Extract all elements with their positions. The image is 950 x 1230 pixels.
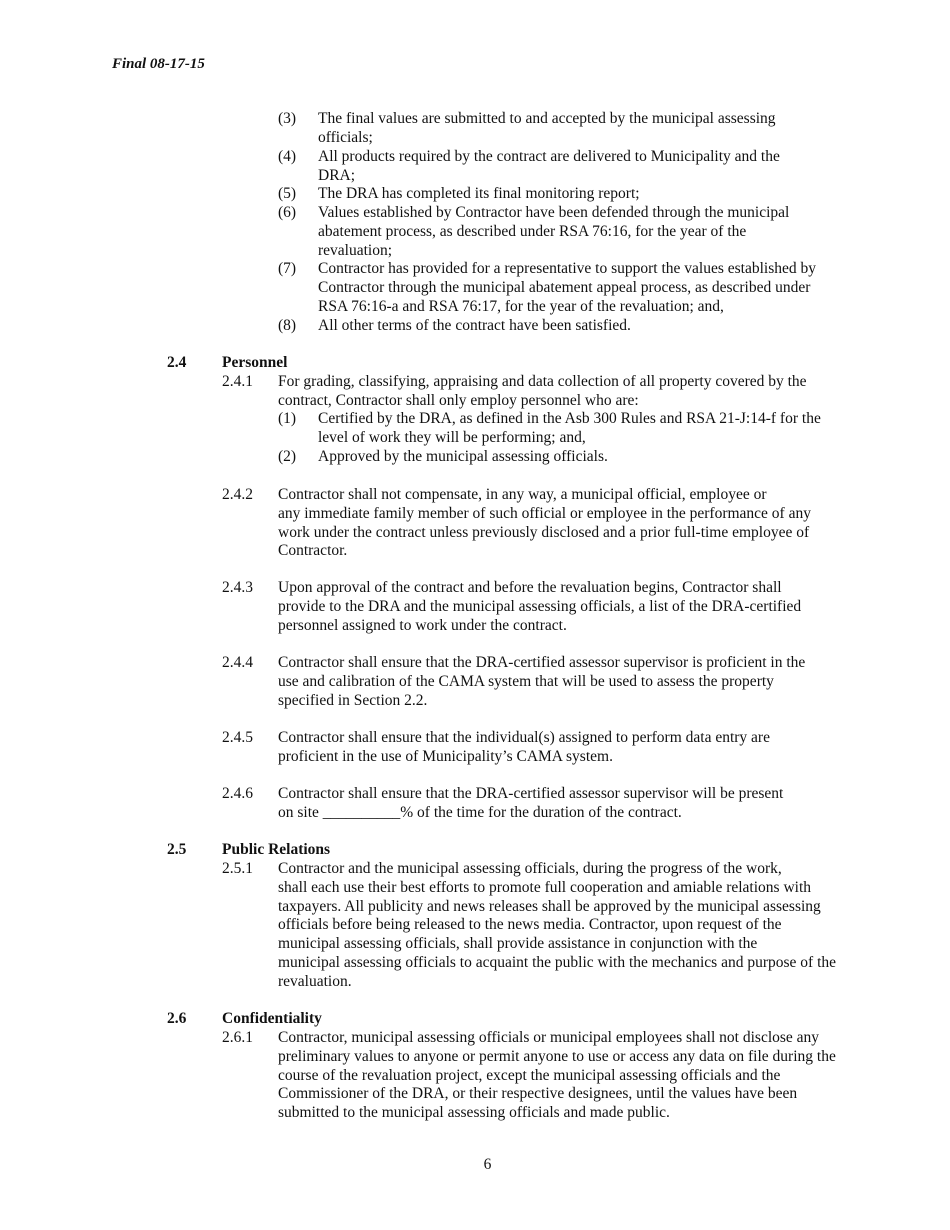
section-number: 2.5 <box>167 841 187 858</box>
subsection-number: 2.4.3 <box>222 579 253 596</box>
subsection-number: 2.6.1 <box>222 1029 253 1046</box>
list-item-number: (4) <box>278 148 297 165</box>
list-item-text: All other terms of the contract have been satisfied. <box>318 317 631 334</box>
list-item-number: (3) <box>278 110 297 127</box>
section-number: 2.6 <box>167 1010 187 1027</box>
section-title: Public Relations <box>222 841 331 858</box>
section-title: Personnel <box>222 354 288 371</box>
list-item-text: Contractor has provided for a representative to support the values established by Contractor through the municipal abatement appeal process, as described under RSA 76:16-a and RSA 76:17, for the year of the revaluation; and, <box>318 260 817 315</box>
list-item-number: (8) <box>278 317 297 334</box>
subsection-text: For grading, classifying, appraising and data collection of all property covered by the contract, Contractor shall only employ personnel who are: <box>278 373 807 409</box>
subsection-number: 2.4.5 <box>222 729 253 746</box>
list-item-number: (1) <box>278 410 297 427</box>
subsection-text: Contractor shall not compensate, in any way, a municipal official, employee or any immediate family member of such official or employee in the performance of any work under the contract unless previously disclosed and a prior full-time employee of Contractor. <box>278 486 811 560</box>
list-item-text: The final values are submitted to and accepted by the municipal assessing officials; <box>318 110 776 146</box>
list-item-text: Approved by the municipal assessing officials. <box>318 448 608 465</box>
page-number: 6 <box>483 1156 492 1173</box>
list-item-text: All products required by the contract are delivered to Municipality and the DRA; <box>318 148 780 184</box>
subsection-text: Contractor, municipal assessing officials or municipal employees shall not disclose any preliminary values to anyone or permit anyone to use or access any data on file during the course of the revaluation project, except the municipal assessing officials and the Commissioner of the DRA, or their respective designees, until the values have been submitted to the municipal assessing officials and made public. <box>278 1029 836 1122</box>
list-item-text: The DRA has completed its final monitoring report; <box>318 185 640 202</box>
section-title: Confidentiality <box>222 1010 322 1027</box>
list-item-text: Certified by the DRA, as defined in the Asb 300 Rules and RSA 21-J:14-f for the level of work they will be performing; and, <box>318 410 821 446</box>
subsection-number: 2.5.1 <box>222 860 253 877</box>
list-item-number: (6) <box>278 204 297 221</box>
subsection-number: 2.4.1 <box>222 373 253 390</box>
subsection-text: Contractor and the municipal assessing officials, during the progress of the work, shall each use their best efforts to promote full cooperation and amiable relations with taxpayers. All publicity and news releases shall be approved by the municipal assessing officials before being released to the news media. Contractor, upon request of the municipal assessing officials, shall provide assistance in conjunction with the municipal assessing officials to acquaint the public with the mechanics and purpose of the revaluation. <box>278 860 836 990</box>
list-item-number: (7) <box>278 260 297 277</box>
section-number: 2.4 <box>167 354 187 371</box>
subsection-text: Contractor shall ensure that the DRA-certified assessor supervisor is proficient in the use and calibration of the CAMA system that will be used to assess the property specified in Section 2.2. <box>278 654 806 709</box>
subsection-number: 2.4.6 <box>222 785 253 802</box>
list-item-number: (2) <box>278 448 297 465</box>
subsection-number: 2.4.2 <box>222 486 253 503</box>
list-item-text: Values established by Contractor have been defended through the municipal abatement process, as described under RSA 76:16, for the year of the revaluation; <box>318 204 790 259</box>
subsection-text: Contractor shall ensure that the individual(s) assigned to perform data entry are proficient in the use of Municipality’s CAMA system. <box>278 729 770 765</box>
subsection-text: Upon approval of the contract and before the revaluation begins, Contractor shall provide to the DRA and the municipal assessing officials, a list of the DRA-certified personnel assigned to work under the contract. <box>278 579 802 634</box>
subsection-text: Contractor shall ensure that the DRA-certified assessor supervisor will be present on site __________% of the time for the duration of the contract. <box>278 785 784 821</box>
subsection-number: 2.4.4 <box>222 654 253 671</box>
document-version-header: Final 08-17-15 <box>112 56 205 72</box>
list-item-number: (5) <box>278 185 297 202</box>
